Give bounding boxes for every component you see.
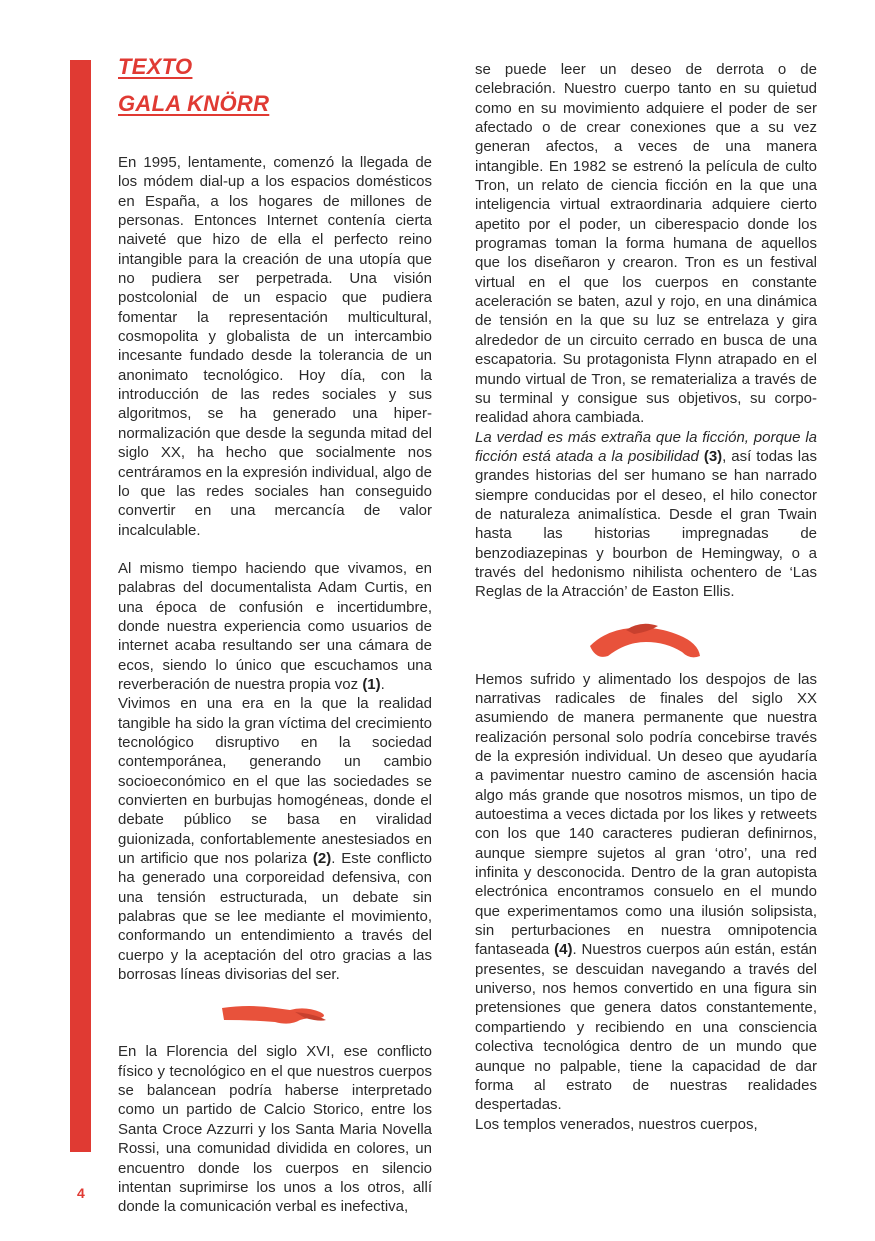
page-number: 4 (77, 1185, 85, 1201)
footnote-ref: (2) (312, 850, 332, 868)
quote: La verdad es más extraña que la ficción, porque la ficción está atada a la posibilidad (475, 428, 817, 465)
author-name: GALA KNÖRR (118, 91, 270, 116)
hand-illustration (118, 998, 432, 1030)
paragraph: Los templos venerados, nuestros cuerpos, (475, 1115, 758, 1133)
section-label: TEXTO (118, 54, 193, 79)
paragraph: En la Florencia del siglo XVI, ese conflicto físico y tecnológico en el que nuestros cuerpos se balancean podría haberse interpretado como un partido de Calcio Storico, entre los Santa Croce Azzurri y los Santa Maria Novella Rossi, una comunidad dividida en colores, un encuentro donde los cuerpos en silencio intentan suprimirse los unos a los otros, allí donde la comunicación verbal es inefectiva, (118, 1043, 432, 1216)
paragraph (475, 428, 817, 602)
paragraph-text: Vivimos en una era en la que la realidad tangible ha sido la gran víctima del crecimiento tecnológico disruptivo en la sociedad contemporánea, generando un cambio socioeconómico en el que las sociedades se convierten en burbujas homogéneas, donde el debate público se basa en viralidad guionizada, confortablemente anestesiados en un artificio que nos polariza (118, 695, 432, 868)
paragraph: se puede leer un deseo de derrota o de celebración. Nuestro cuerpo tanto en su quietud como en su movimiento adquiere el poder de ser afectado o de crear conexiones que a su vez generan afectos, a veces de una manera intangible. En 1982 se estrenó la película de culto Tron, un relato de ciencia ficción en la que una inteligencia virtual extraordinaria adquiere cierto apetito por el poder, un ciberespacio donde los programas toman la forma humana de aquellos que los diseñaron y crearon. Tron es un festival virtual en el que los cuerpos en constante aceleración se baten, azul y rojo, en una dinámica de tensión en la que su luz se entrelaza y gira alrededor de un circuito cerrado en busca de una escapatoria. Su protagonista Flynn atrapado en el mundo virtual de Tron, se rematerializa a través de su terminal y consigue sus objetivos, su corpo-realidad ahora cambiada. (475, 61, 817, 427)
paragraph (118, 694, 432, 984)
footnote-ref: (4) (554, 941, 573, 959)
right-column (475, 60, 817, 1134)
paragraph: Al mismo tiempo haciendo que vivamos, en palabras del documentalista Adam Curtis, en una época de confusión e incertidumbre, donde nuestra experiencia como usuarios de internet acaba resultando ser una cámara de ecos, siendo lo único que escuchamos una reverberación de nuestra propia voz (1). (118, 559, 432, 693)
paragraph: En 1995, lentamente, comenzó la llegada de los módem dial-up a los espacios domésticos en España, a los hogares de millones de personas. Entonces Internet contenía cierta naiveté que hizo de ella el perfecto reino intangible para la creación de una utopía que no pudiera ser perpetrada. Una visión postcolonial de un espacio que pudiera fomentar la representación multicultural, cosmopolita y globalista de un intercambio incesante fundado desde la tolerancia de un anonimato tecnológico. Hoy día, con la introducción de las redes sociales y sus algoritmos, se ha generado una hiper-normalización que desde la segunda mitad del siglo XX, ha hecho que socialmente nos centráramos en la expresión individual, algo de lo que las redes sociales han conseguido convertir en una mercancía de valor incalculable. (118, 154, 432, 539)
hands-icon (586, 616, 706, 664)
hand-icon (220, 998, 330, 1030)
footnote-ref: (1) (362, 675, 381, 693)
paragraph-text: . Nuestros cuerpos aún están, están presentes, se descuidan navegando a través del universo, nos hemos convertido en una figura sin pretensiones que genera datos constantemente, compartiendo y recibiendo en una consciencia colectiva tecnológica dentro de un mundo que aunque no palpable, tiene la capacidad de dar forma al estrato de nuestras realidades despertadas. (475, 941, 817, 1114)
paragraph-text: Hemos sufrido y alimentado los despojos de las narrativas radicales de finales del siglo XX asumiendo de manera permanente que nuestra realización personal solo podría concebirse través de la expresión individual. Un deseo que ayudaría a pavimentar nuestro camino de ascensión hacia algo más grande que nosotros mismos, un tipo de autoestima a veces dictada por los likes y retweets con los que 140 caracteres pudieran definirnos, aunque siempre sujetos al gran ‘otro’, una red infinita y desconocida. Dentro de la gran autopista electrónica encontramos consuelo en el mundo que experimentamos como una ilusión solipsista, sin perturbaciones en nuestra omnipotencia fantaseada (475, 670, 817, 959)
paragraph-text: , así todas las grandes historias del ser humano se han narrado siempre conducidas por el deseo, el hilo conector de naturaleza animalística. Desde el gran Twain hasta las historias impregnadas de benzodiazepinas y bourbon de Hemingway, o a través del hedonismo nihilista ochentero de ‘Las Reglas de la Atracción’ de Easton Ellis. (475, 447, 817, 601)
hands-illustration (475, 616, 817, 664)
paragraph-text: . Este conflicto ha generado una corporeidad defensiva, con una tensión estructurada, un debate sin palabras que se lee mediante el movimiento, conformando un entendimiento a través del cuerpo y la aceptación del otro gracias a las borrosas líneas divisorias del ser. (118, 850, 433, 984)
accent-bar (70, 60, 91, 1152)
paragraph-text: Al mismo tiempo haciendo que vivamos, en palabras del documentalista Adam Curtis, en una época de confusión e incertidumbre, donde nuestra experiencia como usuarios de internet acaba resultando ser una cámara de ecos, siendo lo único que escuchamos una reverberación de nuestra propia voz (118, 559, 432, 693)
footnote-ref: (3) (703, 447, 723, 465)
left-column (118, 153, 432, 1217)
paragraph (475, 670, 817, 1115)
